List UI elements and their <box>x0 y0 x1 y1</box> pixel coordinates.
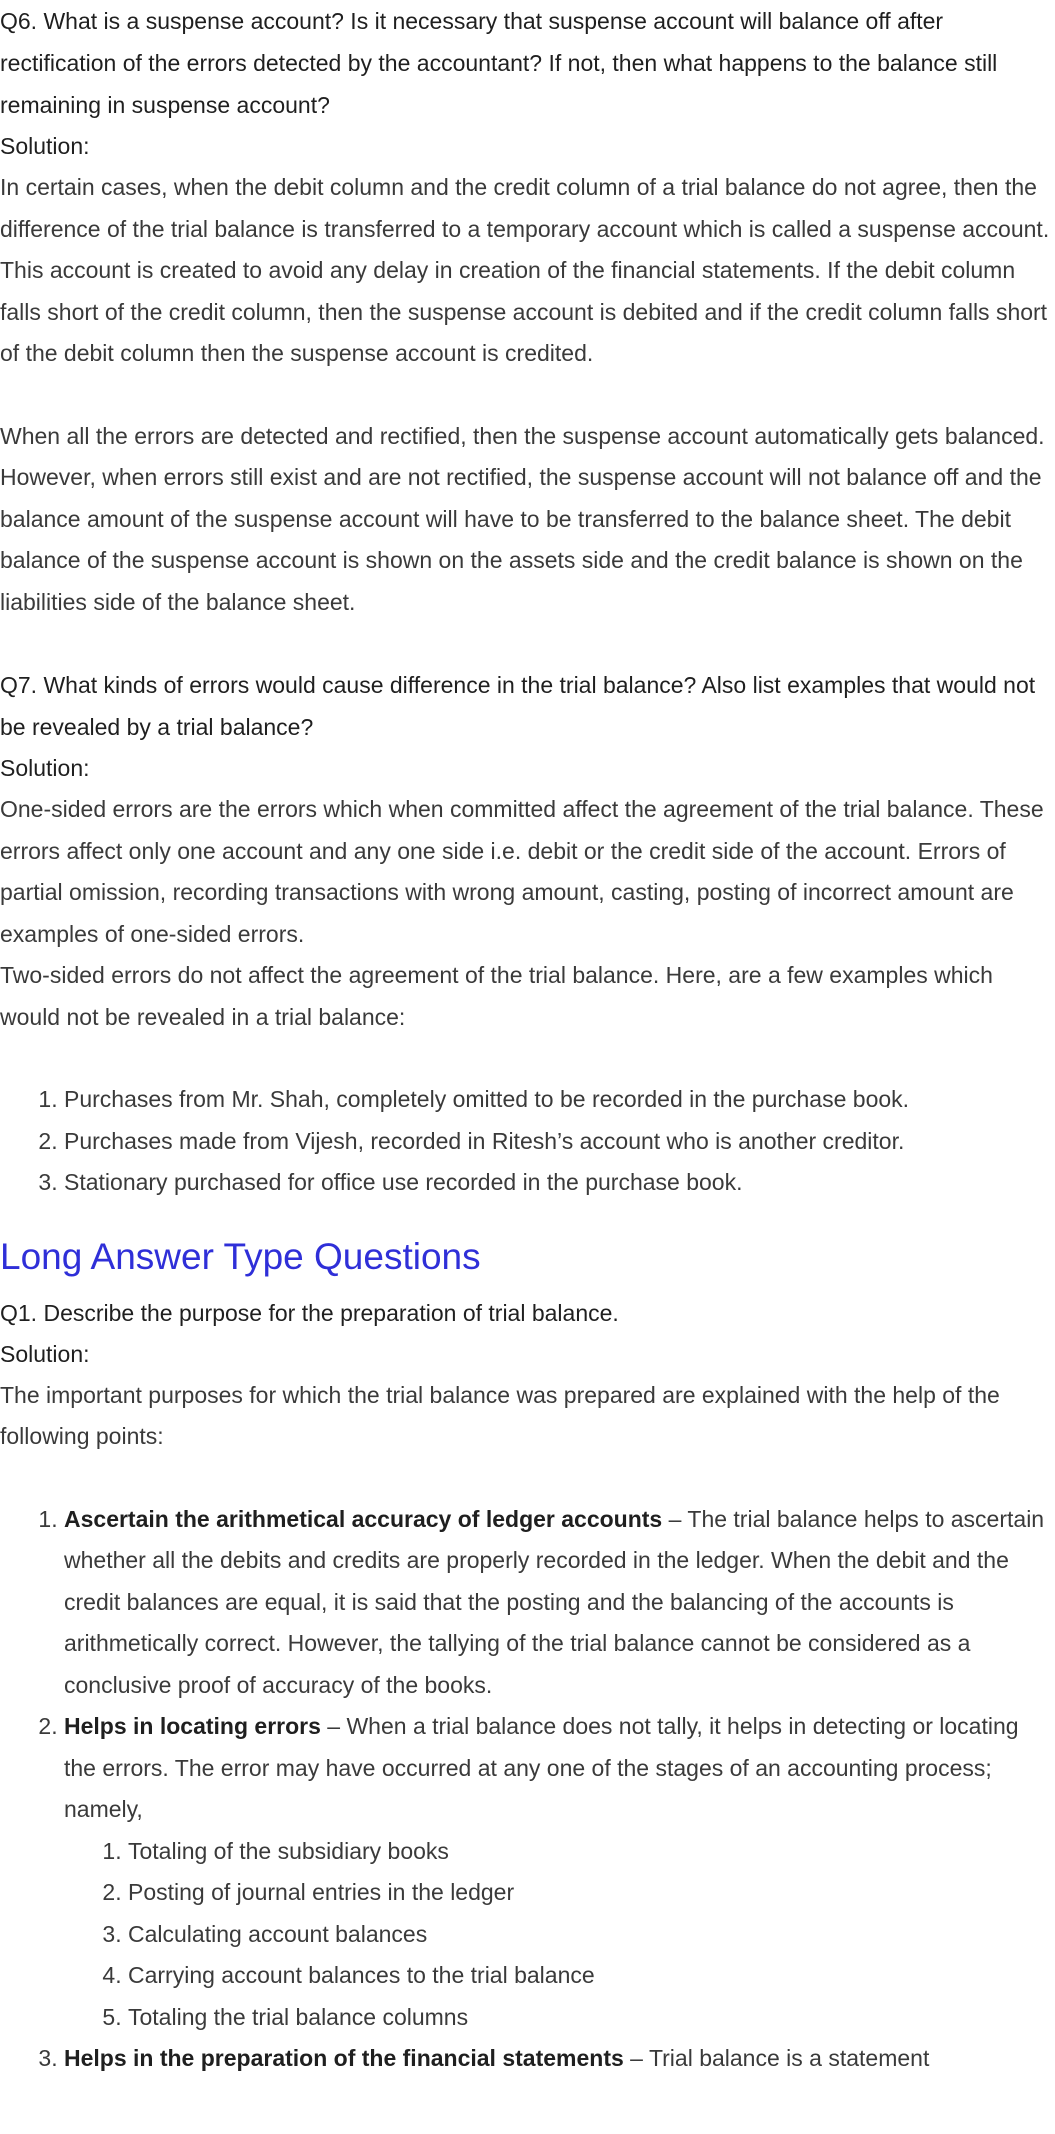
q6-answer-paragraph-2: When all the errors are detected and rectified, then the suspense account automatically gets balanced. However, when errors still exist and are not rectified, the suspense account will not balance off and the balance amount of the suspense account will have to be transferred to the balance sheet. The debit balance of the suspense account is shown on the assets side and the credit balance is shown on the liabilities side of the balance sheet. <box>0 422 1045 615</box>
point-text: – When a trial balance does not tally, it helps in detecting or locating the errors. The error may have occurred at any one of the stages of an accounting process; namely, <box>64 1713 1019 1822</box>
q6-solution-label: Solution: <box>0 133 90 159</box>
stages-sublist <box>64 1831 1055 2039</box>
q7-answer-paragraph-1: One-sided errors are the errors which when committed affect the agreement of the trial balance. These errors affect only one account and any one side i.e. debit or the credit side of the account. Errors of partial omission, recording transactions with wrong amount, casting, posting of incorrect amount are examples of one-sided errors. <box>0 796 1044 947</box>
lq1-intro: The important purposes for which the trial balance was prepared are explained with the help of the following points: <box>0 1381 1000 1449</box>
q7-solution-label: Solution: <box>0 755 90 781</box>
list-item: 2. Purchases made from Vijesh, recorded in Ritesh’s account who is another creditor. <box>64 1121 1055 1163</box>
list-item <box>64 1499 1055 1707</box>
lq1-question: Q1. Describe the purpose for the preparation of trial balance. <box>0 1299 619 1326</box>
sub-list-item: 4. Carrying account balances to the trial balance <box>128 1955 1055 1997</box>
sub-list-item: 1. Totaling of the subsidiary books <box>128 1831 1055 1873</box>
section-title: Long Answer Type Questions <box>0 1235 481 1277</box>
sub-list-item: 5. Totaling the trial balance columns <box>128 1997 1055 2039</box>
point-text: – Trial balance is a statement <box>623 2045 930 2071</box>
list-item: 3. Stationary purchased for office use recorded in the purchase book. <box>64 1162 1055 1204</box>
point-title: Helps in the preparation of the financial statements <box>64 2045 624 2071</box>
q7-question: Q7. What kinds of errors would cause difference in the trial balance? Also list examples that would not be revealed by a trial balance? <box>0 672 1036 740</box>
lq1-points-list <box>0 1499 1055 2080</box>
q7-answer-paragraph-2: Two-sided errors do not affect the agreement of the trial balance. Here, are a few examples which would not be revealed in a trial balance: <box>0 962 993 1030</box>
point-title: Ascertain the arithmetical accuracy of ledger accounts <box>64 1505 663 1532</box>
list-item <box>64 2038 1055 2080</box>
list-item: 1. Purchases from Mr. Shah, completely omitted to be recorded in the purchase book. <box>64 1079 1055 1121</box>
q6-question: Q6. What is a suspense account? Is it necessary that suspense account will balance off after rectification of the errors detected by the accountant? If not, then what happens to the balance still remaining in suspense account? <box>0 8 998 118</box>
q6-answer-paragraph-1: In certain cases, when the debit column and the credit column of a trial balance do not agree, then the difference of the trial balance is transferred to a temporary account which is called a suspense account. This account is created to avoid any delay in creation of the financial statements. If the debit column falls short of the credit column, then the suspense account is debited and if the credit column falls short of the debit column then the suspense account is credited. <box>0 174 1050 366</box>
sub-list-item: 3. Calculating account balances <box>128 1914 1055 1956</box>
sub-list-item: 2. Posting of journal entries in the ledger <box>128 1872 1055 1914</box>
q7-examples-list <box>0 1079 1055 1204</box>
point-text: – The trial balance helps to ascertain whether all the debits and credits are properly recorded in the ledger. When the debit and the credit balances are equal, it is said that the posting and the balancing of the accounts is arithmetically correct. However, the tallying of the trial balance cannot be considered as a conclusive proof of accuracy of the books. <box>64 1505 1045 1698</box>
lq1-solution-label: Solution: <box>0 1340 90 1367</box>
point-title: Helps in locating errors <box>64 1713 321 1739</box>
list-item <box>64 1706 1055 2038</box>
